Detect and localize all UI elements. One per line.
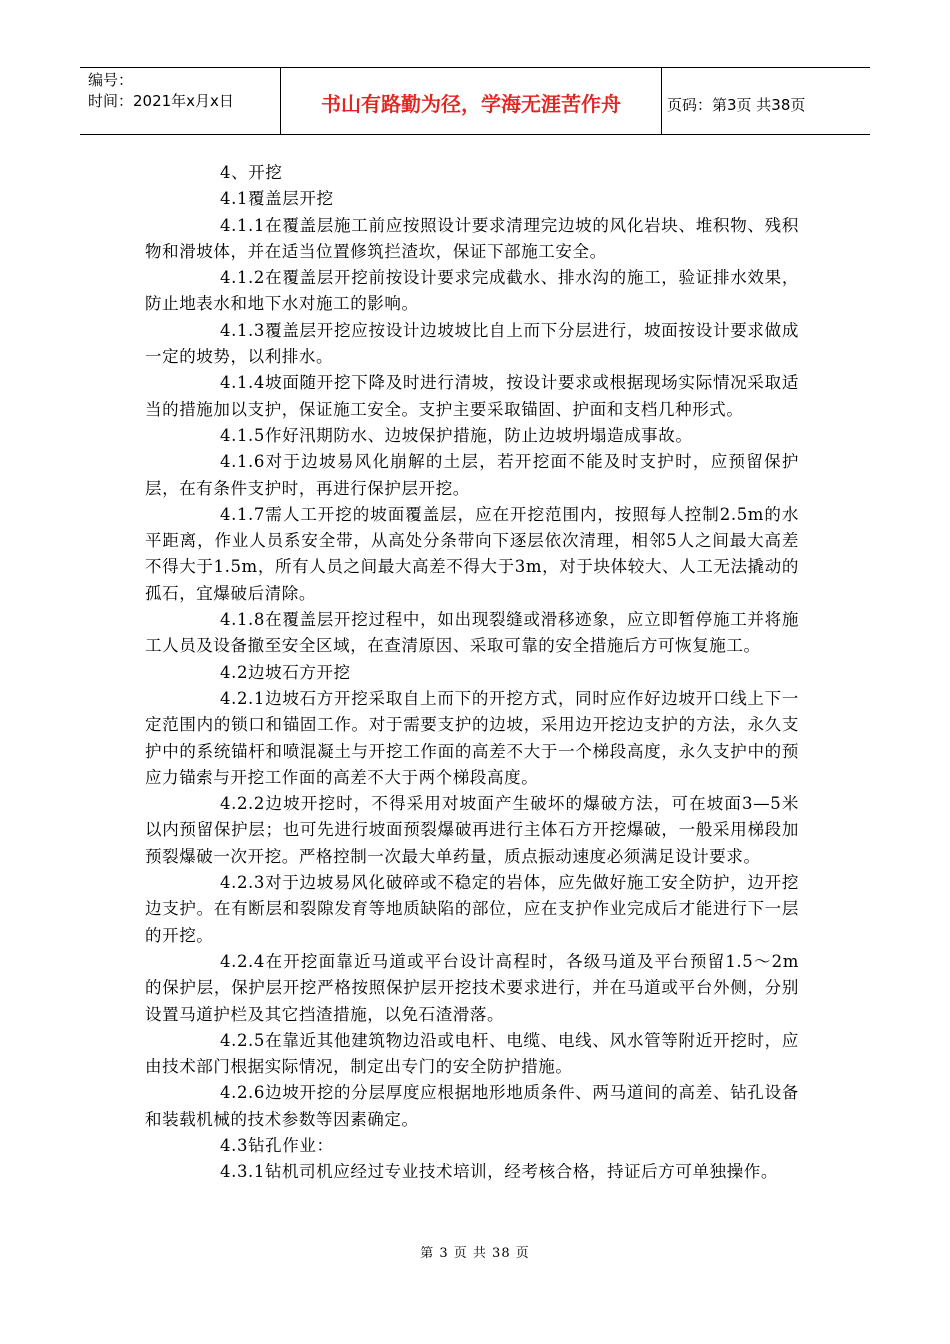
header-motto: 书山有路勤为径，学海无涯苦作舟 [321, 92, 621, 116]
body-paragraph: 4.2.1边坡石方开挖采取自上而下的开挖方式，同时应作好边坡开口线上下一定范围内的锁口和锚固工作。对于需要支护的边坡，采用边开挖边支护的方法，永久支护中的系统锚杆和喷混凝土与开挖工作面的高差不大于一个梯段高度，永久支护中的预应力锚索与开挖工作面的高差不大于两个梯段高度。 [145, 688, 799, 787]
body-paragraph: 4.3.1钻机司机应经过专业技术培训，经考核合格，持证后方可单独操作。 [220, 1162, 778, 1182]
page-header [80, 67, 870, 135]
body-paragraph: 4.2.6边坡开挖的分层厚度应根据地形地质条件、两马道间的高差、钻孔设备和装载机械的技术参数等因素确定。 [145, 1083, 799, 1129]
body-paragraph: 4.2.5在靠近其他建筑物边沿或电杆、电缆、电线、风水管等附近开挖时，应由技术部门根据实际情况，制定出专门的安全防护措施。 [145, 1030, 799, 1077]
body-paragraph: 4.1.5作好汛期防水、边坡保护措施，防止边坡坍塌造成事故。 [220, 425, 693, 445]
page-footer: 第 3 页 共 38 页 [420, 1246, 530, 1261]
body-paragraph: 4.2.2边坡开挖时，不得采用对坡面产生破坏的爆破方法，可在坡面3—5米以内预留保护层；也可先进行坡面预裂爆破再进行主体石方开挖爆破，一般采用梯段加预裂爆破一次开挖。严格控制一次最大单药量，质点振动速度必须满足设计要求。 [145, 794, 799, 866]
subsection-heading: 4.1覆盖层开挖 [220, 189, 334, 209]
header-page-number: 页码：第3页 共38页 [667, 96, 806, 114]
document-body [145, 160, 799, 1186]
body-paragraph: 4.1.6对于边坡易风化崩解的土层，若开挖面不能及时支护时，应预留保护层，在有条件支护时，再进行保护层开挖。 [145, 452, 799, 498]
document-time-label: 时间：2021年x月x日 [88, 92, 234, 110]
body-paragraph: 4.2.4在开挖面靠近马道或平台设计高程时，各级马道及平台预留1.5～2m的保护层，保护层开挖严格按照保护层开挖技术要求进行，并在马道或平台外侧，分别设置马道护栏及其它挡渣措施，以免石渣滑落。 [145, 951, 799, 1024]
section-heading: 4、开挖 [220, 163, 283, 182]
body-paragraph: 4.1.2在覆盖层开挖前按设计要求完成截水、排水沟的施工，验证排水效果，防止地表水和地下水对施工的影响。 [145, 268, 799, 314]
header-motto-cell [281, 68, 662, 134]
subsection-heading: 4.2边坡石方开挖 [220, 662, 351, 682]
body-paragraph: 4.1.3覆盖层开挖应按设计边坡坡比自上而下分层进行，坡面按设计要求做成一定的坡势，以利排水。 [145, 320, 799, 367]
body-paragraph: 4.1.4坡面随开挖下降及时进行清坡，按设计要求或根据现场实际情况采取适当的措施加以支护，保证施工安全。支护主要采取锚固、护面和支档几种形式。 [145, 373, 799, 419]
body-paragraph: 4.1.7需人工开挖的坡面覆盖层，应在开挖范围内，按照每人控制2.5m的水平距离，作业人员系安全带，从高处分条带向下逐层依次清理，相邻5人之间最大高差不得大于1.5m，所有人员之间最大高差不得大于3m，对于块体较大、人工无法撬动的孤石，宜爆破后清除。 [145, 504, 799, 603]
subsection-heading: 4.3钻孔作业： [220, 1135, 334, 1155]
body-paragraph: 4.1.8在覆盖层开挖过程中，如出现裂缝或滑移迹象，应立即暂停施工并将施工人员及设备撤至安全区域，在查清原因、采取可靠的安全措施后方可恢复施工。 [145, 610, 799, 656]
header-info-cell [80, 68, 281, 134]
body-paragraph: 4.2.3对于边坡易风化破碎或不稳定的岩体，应先做好施工安全防护，边开挖边支护。在有断层和裂隙发育等地质缺陷的部位，应在支护作业完成后才能进行下一层的开挖。 [145, 873, 799, 945]
body-paragraph: 4.1.1在覆盖层施工前应按照设计要求清理完边坡的风化岩块、堆积物、残积物和滑坡体，并在适当位置修筑拦渣坎，保证下部施工安全。 [145, 215, 799, 261]
header-page-cell [662, 68, 870, 134]
document-number-label: 编号： [88, 71, 134, 89]
